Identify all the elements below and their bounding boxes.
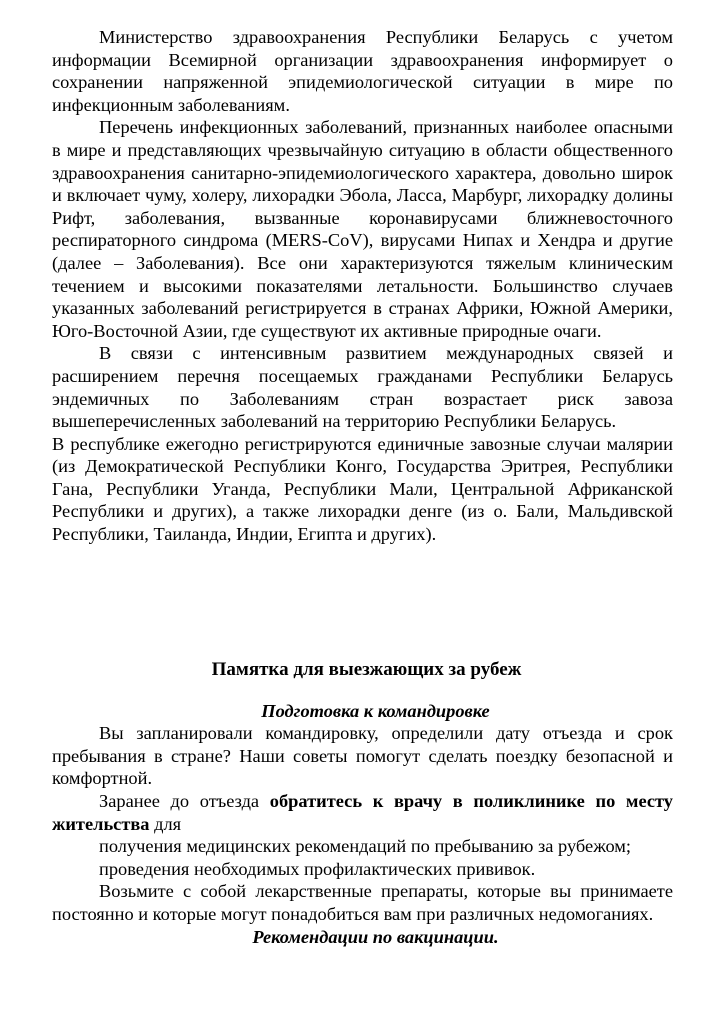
intro-paragraph-2: Перечень инфекционных заболеваний, признанных наиболее опасными в мире и представляющих чрезвычайную ситуацию в области общественного здравоохранения санитарно-эпидемиологического характера, довольно широк и включает чуму, холеру, лихорадки Эбола, Ласса, Марбург, лихорадку долины Рифт, заболевания, вызванные коронавирусами ближневосточного респираторного синдрома (MERS-CoV), вирусами Нипах и Хендра и другие (далее – Заболевания). Все они характеризуются тяжелым клиническим течением и высокими показателями летальности. Большинство случаев указанных заболеваний регистрируется в странах Африки, Южной Америки, Юго-Восточной Азии, где существуют их активные природные очаги. (52, 117, 673, 341)
intro-paragraph-3: В связи с интенсивным развитием международных связей и расширением перечня посещаемых гражданами Республики Беларусь эндемичных по Заболеваниям стран возрастает риск завоза вышеперечисленных заболеваний на территорию Республики Беларусь. (52, 343, 673, 432)
memo-title: Памятка для выезжающих за рубеж (211, 658, 522, 680)
memo-paragraph-1: Вы запланировали командировку, определили дату отъезда и срок пребывания в стране? Наши советы помогут сделать поездку безопасной и комфортной. (52, 723, 673, 789)
memo-paragraph-2-emphasis: обратитесь к врачу в поликлинике по месту жительства (52, 791, 673, 834)
memo-list-item-2: проведения необходимых профилактических прививок. (99, 858, 536, 879)
memo-list-item-1: получения медицинских рекомендаций по пребыванию за рубежом; (99, 836, 632, 857)
memo-paragraph-3: Возьмите с собой лекарственные препараты, которые вы принимаете постоянно и которые могут понадобиться вам при различных недомоганиях. (52, 881, 673, 924)
memo-paragraph-2-lead: Заранее до отъезда (99, 791, 270, 812)
memo-paragraph-2 (52, 790, 673, 835)
section-title-vaccination: Рекомендации по вакцинации. (252, 926, 499, 947)
blank-space (52, 546, 673, 659)
memo-paragraph-2-tail: для (149, 813, 182, 834)
document-page (52, 26, 673, 948)
intro-paragraph-4: В республике ежегодно регистрируются единичные завозные случаи малярии (из Демократической Республики Конго, Государства Эритрея, Республики Гана, Республики Уганда, Республики Мали, Центральной Африканской Республики и других), а также лихорадки денге (из о. Бали, Мальдивской Республики, Таиланда, Индии, Египта и других). (52, 433, 673, 545)
section-title-preparation: Подготовка к командировке (261, 700, 490, 721)
intro-paragraph-1: Министерство здравоохранения Республики Беларусь с учетом информации Всемирной организации здравоохранения информирует о сохранении напряженной эпидемиологической ситуации в мире по инфекционным заболеваниям. (52, 27, 673, 115)
